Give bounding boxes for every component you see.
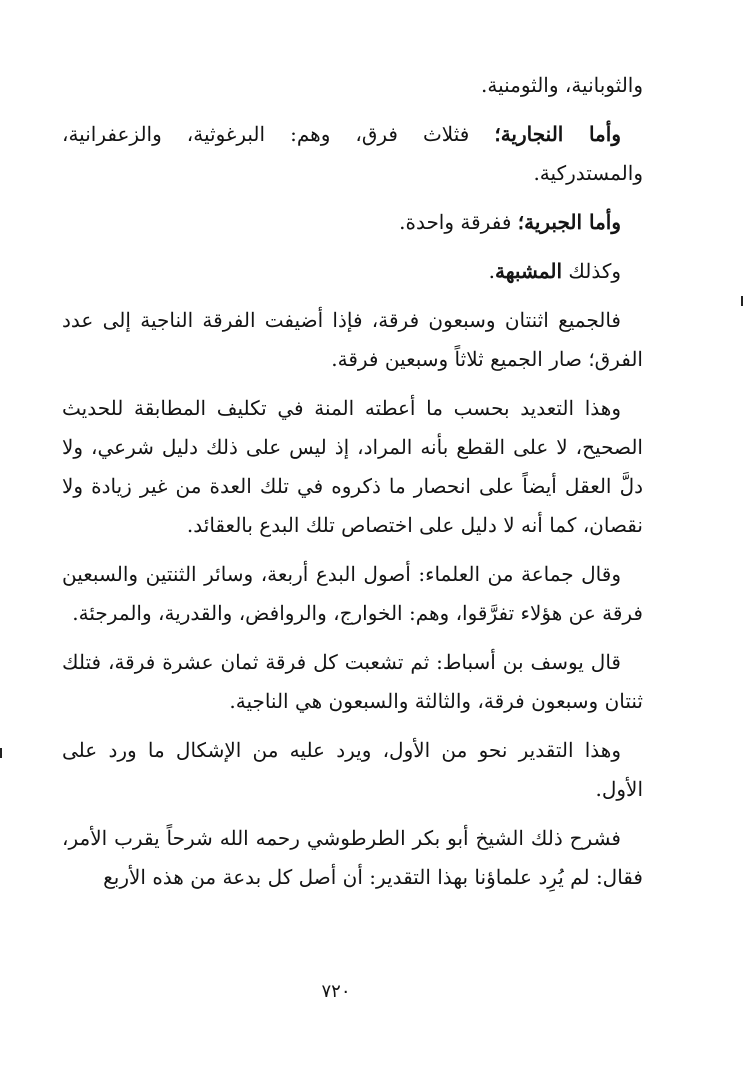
paragraph-4-text: . <box>488 259 495 283</box>
paragraph-4 <box>62 252 643 291</box>
paragraph-2 <box>62 115 643 193</box>
paragraph-8-text: قال يوسف بن أسباط: ثم تشعبت كل فرقة ثمان عشرة فرقة، فتلك ثنتان وسبعون فرقة، والثالثة والسبعون هي الناجية. <box>62 650 643 713</box>
paragraph-5-text: فالجميع اثنتان وسبعون فرقة، فإذا أضيفت الفرقة الناجية إلى عدد الفرق؛ صار الجميع ثلاثاً وسبعين فرقة. <box>62 308 643 371</box>
paragraph-5 <box>62 301 643 379</box>
paragraph-4-pre: وكذلك <box>562 259 621 283</box>
page-body <box>62 66 643 907</box>
paragraph-8 <box>62 643 643 721</box>
scan-edge-mark <box>0 748 2 758</box>
paragraph-6 <box>62 389 643 545</box>
paragraph-3-lead: وأما الجبرية؛ <box>517 210 621 234</box>
paragraph-6-text: وهذا التعديد بحسب ما أعطته المنة في تكليف المطابقة للحديث الصحيح، لا على القطع بأنه المراد، إذ ليس على ذلك دليل شرعي، ولا دلَّ العقل أيضاً على انحصار ما ذكروه في تلك العدة من غير زيادة ولا نقصان، كما أنه لا دليل على اختصاص تلك البدع بالعقائد. <box>62 396 644 537</box>
paragraph-4-lead: المشبهة <box>494 259 563 283</box>
paragraph-3-text: ففرقة واحدة. <box>399 210 518 234</box>
paragraph-7 <box>62 555 643 633</box>
paragraph-10-text: فشرح ذلك الشيخ أبو بكر الطرطوشي رحمه الله شرحاً يقرب الأمر، فقال: لم يُرِد علماؤنا بهذا التقدير: أن أصل كل بدعة من هذه الأربع <box>62 826 643 889</box>
paragraph-2-text: فثلاث فرق، وهم: البرغوثية، والزعفرانية، والمستدركية. <box>62 122 643 185</box>
paragraph-10 <box>62 819 643 897</box>
paragraph-1-text: والثوبانية، والثومنية. <box>480 73 643 97</box>
paragraph-9-text: وهذا التقدير نحو من الأول، ويرد عليه من الإشكال ما ورد على الأول. <box>62 738 643 801</box>
paragraph-1 <box>62 66 643 105</box>
paragraph-7-text: وقال جماعة من العلماء: أصول البدع أربعة، وسائر الثنتين والسبعين فرقة عن هؤلاء تفرَّقوا، وهم: الخوارج، والروافض، والقدرية، والمرجئة. <box>62 562 643 625</box>
page-number: ٧٢٠ <box>321 981 351 1002</box>
paragraph-3 <box>62 203 643 242</box>
paragraph-2-lead: وأما النجارية؛ <box>494 122 621 146</box>
paragraph-9 <box>62 731 643 809</box>
